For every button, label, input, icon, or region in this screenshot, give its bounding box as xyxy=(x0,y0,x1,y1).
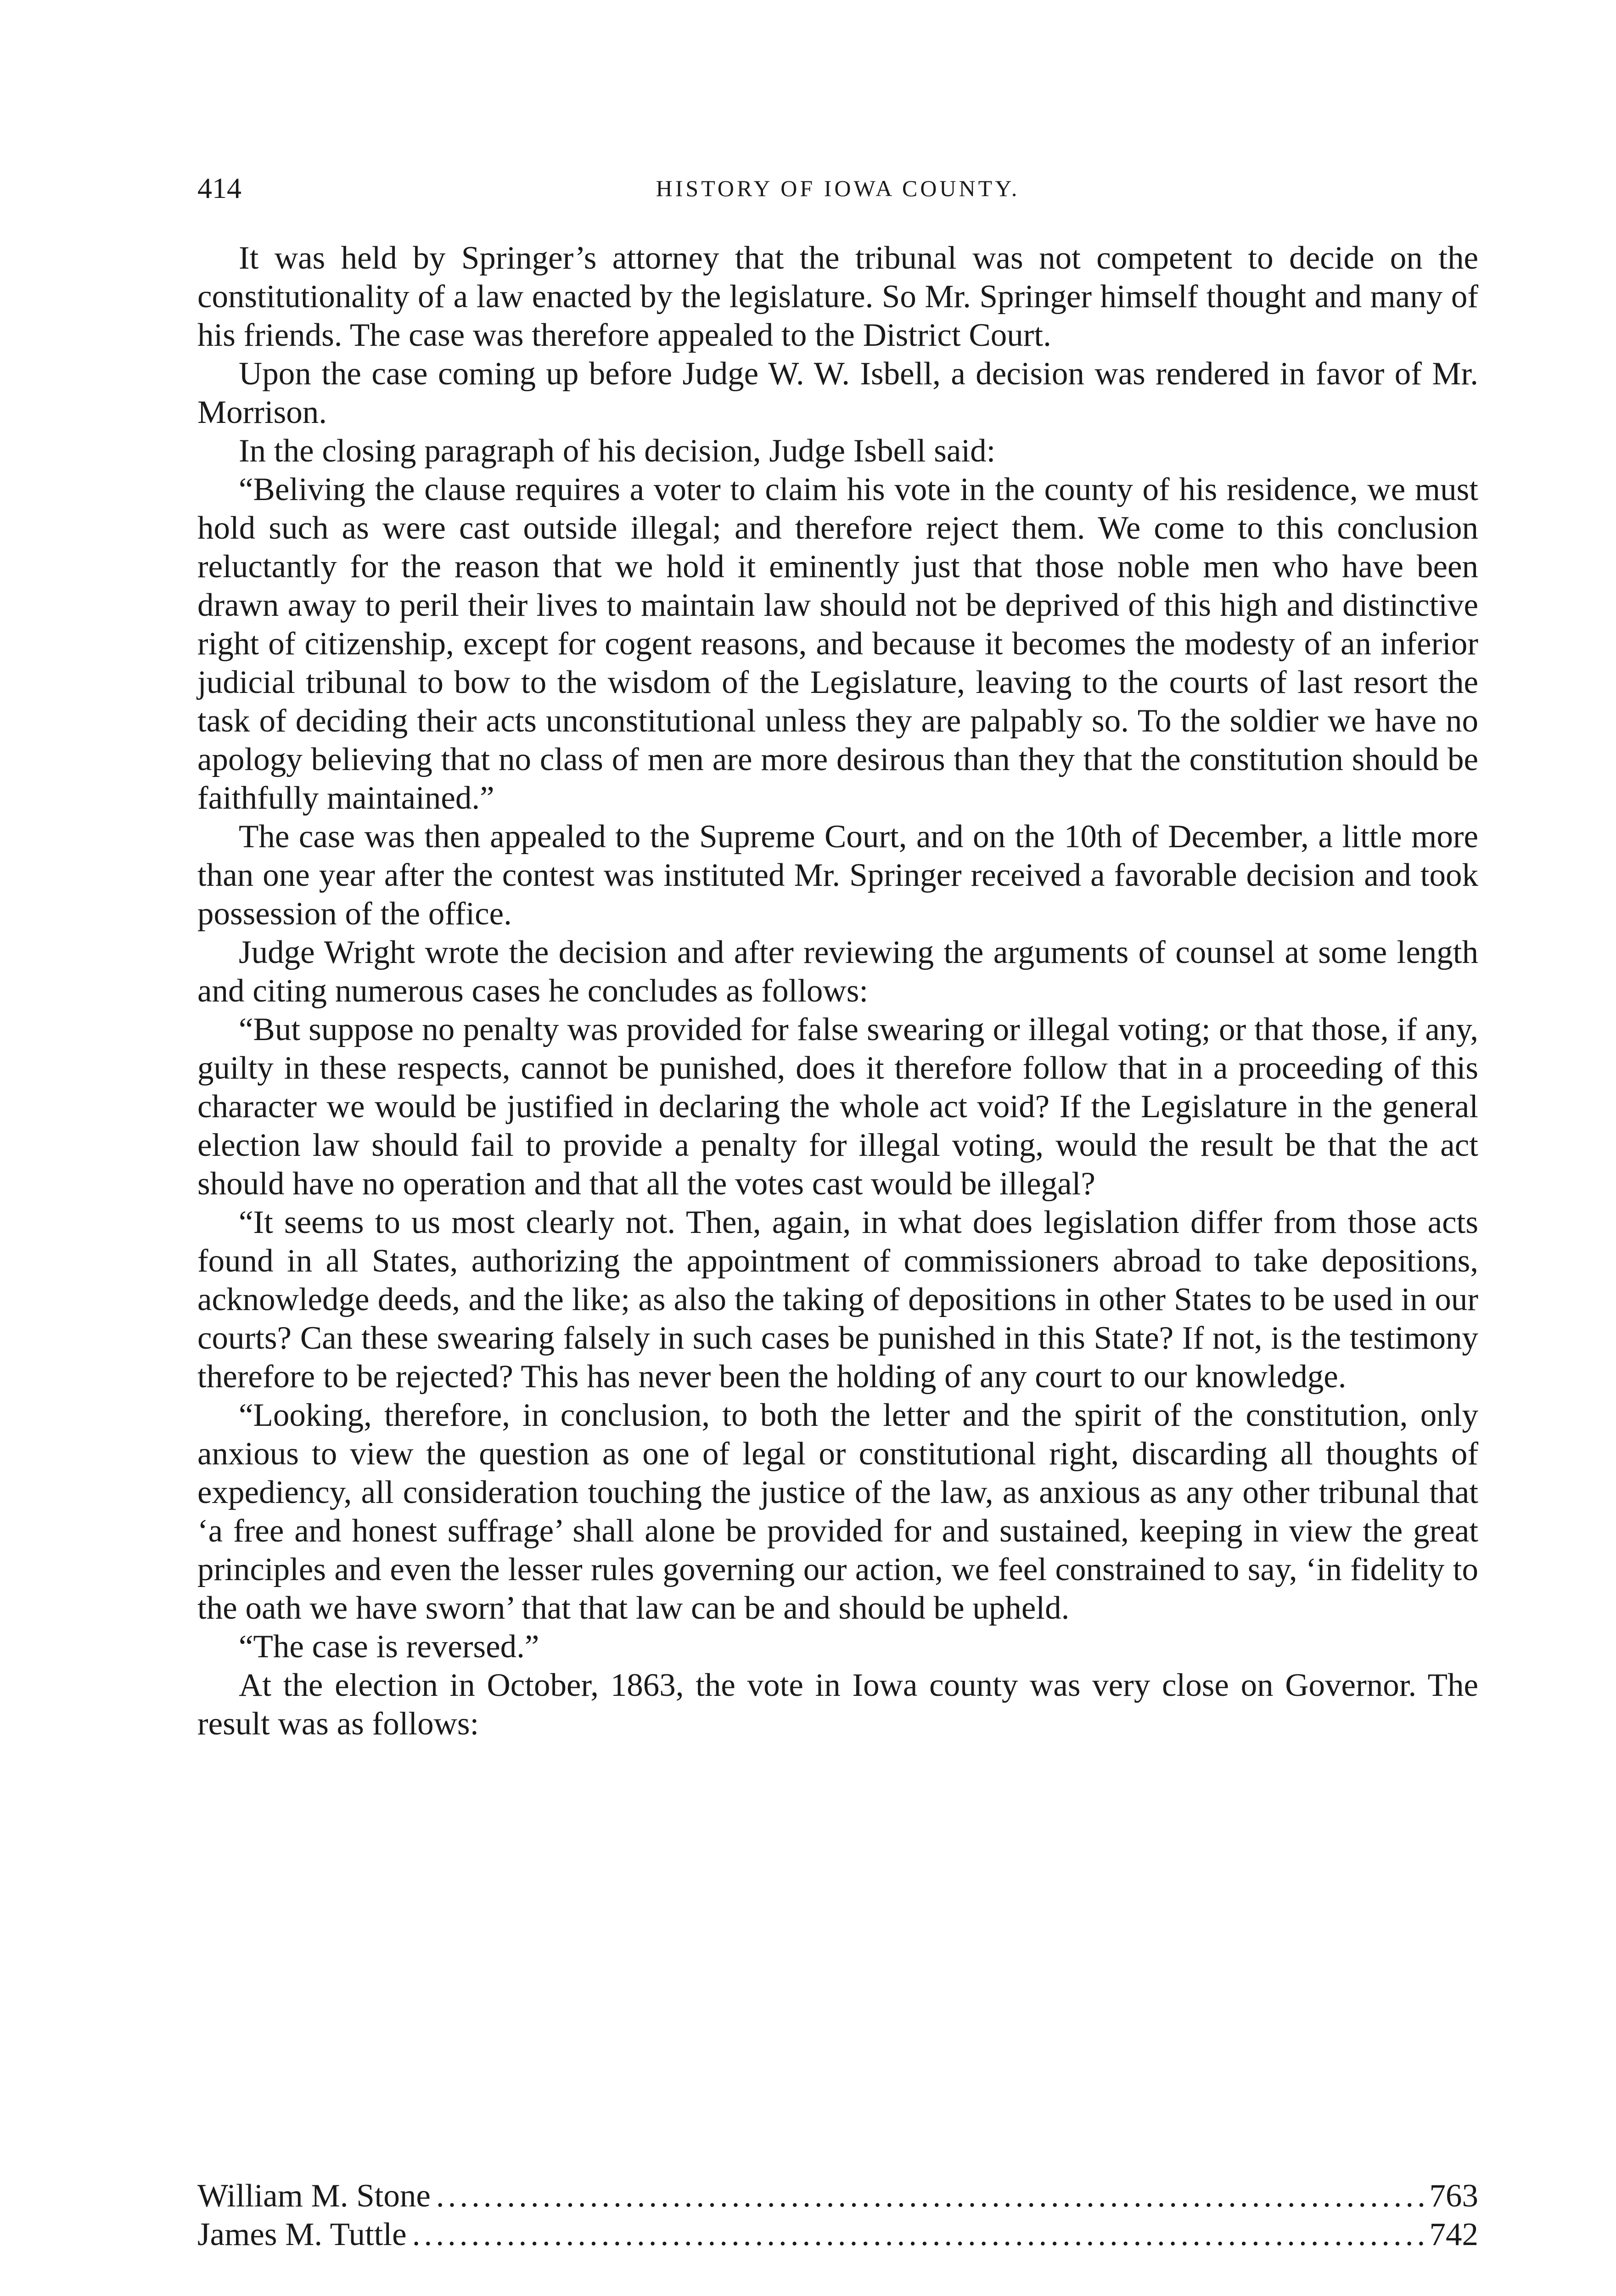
body-text xyxy=(197,239,1478,1743)
candidate-name: James M. Tuttle xyxy=(197,2217,407,2252)
quoted-paragraph: “It seems to us most clearly not. Then, again, in what does legislation differ from those acts found in all States, authorizing the appointment of commissioners abroad to take depositions, acknowledge deeds, and the like; as also the taking of depositions in other States to be used in our courts? Can these swearing falsely in such cases be punished in this State? If not, is the testimony therefore to be rejected? This has never been the holding of any court to our knowledge. xyxy=(197,1204,1478,1395)
paragraph: At the election in October, 1863, the vote in Iowa county was very close on Governor. The result was as follows: xyxy=(197,1667,1478,1742)
dot-leader xyxy=(436,2177,1424,2215)
result-row xyxy=(197,2215,1478,2254)
running-head: HISTORY OF IOWA COUNTY. xyxy=(656,175,1020,201)
paragraph: It was held by Springer’s attorney that the tribunal was not competent to decide on the constitutionality of a law enacted by the legislature. So Mr. Springer himself thought and many of his friends. The case was therefore appealed to the District Court. xyxy=(197,240,1478,353)
election-results xyxy=(197,2177,1478,2254)
page-header xyxy=(197,165,1478,211)
candidate-name: William M. Stone xyxy=(197,2178,431,2214)
vote-count: 763 xyxy=(1429,2178,1478,2214)
paragraph: Judge Wright wrote the decision and after reviewing the arguments of counsel at some length and citing numerous cases he concludes as follows: xyxy=(197,934,1478,1009)
quoted-paragraph: “But suppose no penalty was provided for false swearing or illegal voting; or that those, if any, guilty in these respects, cannot be punished, does it therefore follow that in a proceeding of this character we would be justified in declaring the whole act void? If the Legislature in the general election law should fail to provide a penalty for illegal voting, would the result be that the act should have no operation and that all the votes cast would be illegal? xyxy=(197,1012,1478,1202)
paragraph: In the closing paragraph of his decision, Judge Isbell said: xyxy=(239,433,996,469)
dot-leader xyxy=(412,2215,1424,2254)
paragraph: Upon the case coming up before Judge W. W. Isbell, a decision was rendered in favor of Mr. Morrison. xyxy=(197,356,1478,430)
quoted-paragraph: “Beliving the clause requires a voter to claim his vote in the county of his residence, we must hold such as were cast outside illegal; and therefore reject them. We come to this conclusion reluctantly for the reason that we hold it eminently just that those noble men who have been drawn away to peril their lives to maintain law should not be deprived of this high and distinctive right of citizenship, except for cogent reasons, and because it becomes the modesty of an inferior judicial tribunal to bow to the wisdom of the Legislature, leaving to the courts of last resort the task of deciding their acts unconstitutional unless they are palpably so. To the soldier we have no apology believing that no class of men are more desirous than they that the constitution should be faithfully maintained.” xyxy=(197,472,1478,816)
result-row xyxy=(197,2177,1478,2215)
vote-count: 742 xyxy=(1429,2217,1478,2252)
quoted-paragraph: “Looking, therefore, in conclusion, to both the letter and the spirit of the constitution, only anxious to view the question as one of legal or constitutional right, discarding all thoughts of expediency, all consideration touching the justice of the law, as anxious as any other tribunal that ‘a free and honest suffrage’ shall alone be provided for and sustained, keeping in view the great principles and even the lesser rules governing our action, we feel constrained to say, ‘in fidelity to the oath we have sworn’ that that law can be and should be upheld. xyxy=(197,1397,1478,1626)
paragraph: The case was then appealed to the Supreme Court, and on the 10th of December, a little more than one year after the contest was instituted Mr. Springer received a favorable decision and took possession of the office. xyxy=(197,819,1478,932)
quoted-paragraph: “The case is reversed.” xyxy=(239,1629,539,1665)
page-number: 414 xyxy=(197,172,241,204)
